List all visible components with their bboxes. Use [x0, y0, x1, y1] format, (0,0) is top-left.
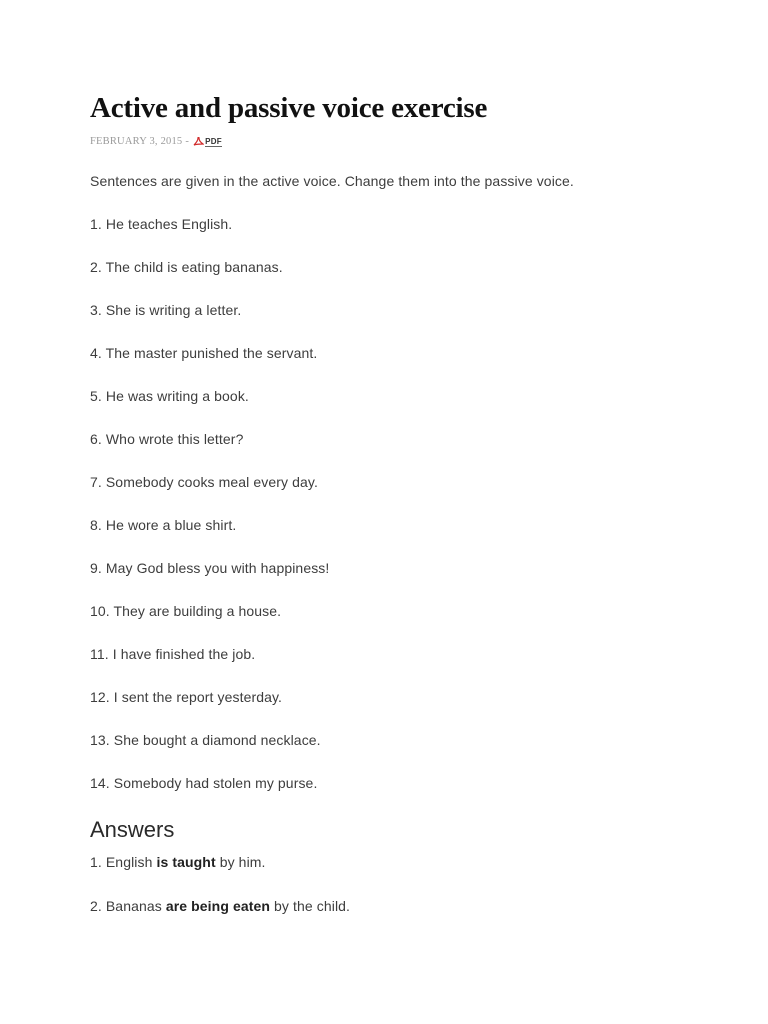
answer-item [90, 898, 350, 914]
question-item: 13. She bought a diamond necklace. [90, 732, 321, 748]
question-item: 6. Who wrote this letter? [90, 431, 244, 447]
pdf-icon [193, 137, 204, 146]
instructions: Sentences are given in the active voice. Change them into the passive voice. [90, 173, 574, 189]
question-item: 4. The master punished the servant. [90, 345, 318, 361]
question-item: 2. The child is eating bananas. [90, 259, 283, 275]
question-item: 10. They are building a house. [90, 603, 282, 619]
question-item: 3. She is writing a letter. [90, 302, 242, 318]
question-item: 8. He wore a blue shirt. [90, 517, 237, 533]
answer-highlight: is taught [156, 854, 216, 870]
question-item: 1. He teaches English. [90, 216, 233, 232]
answer-highlight: are being eaten [165, 898, 271, 914]
pdf-download-link[interactable] [193, 137, 222, 147]
answers-heading: Answers [90, 817, 175, 842]
question-item: 7. Somebody cooks meal every day. [90, 474, 318, 490]
question-item: 14. Somebody had stolen my purse. [90, 775, 318, 791]
answer-suffix: by the child. [270, 898, 351, 914]
page-title: Active and passive voice exercise [90, 92, 488, 124]
post-date: FEBRUARY 3, 2015 [90, 136, 183, 147]
answer-prefix: 1. English [90, 854, 157, 870]
meta-separator: - [185, 136, 190, 147]
question-item: 5. He was writing a book. [90, 388, 249, 404]
answer-prefix: 2. Bananas [90, 898, 166, 914]
answer-suffix: by him. [215, 854, 266, 870]
question-item: 9. May God bless you with happiness! [90, 560, 330, 576]
question-item: 12. I sent the report yesterday. [90, 689, 283, 705]
question-item: 11. I have finished the job. [90, 646, 256, 662]
post-meta [90, 136, 222, 147]
answer-item [90, 854, 266, 870]
pdf-label: PDF [205, 136, 222, 146]
